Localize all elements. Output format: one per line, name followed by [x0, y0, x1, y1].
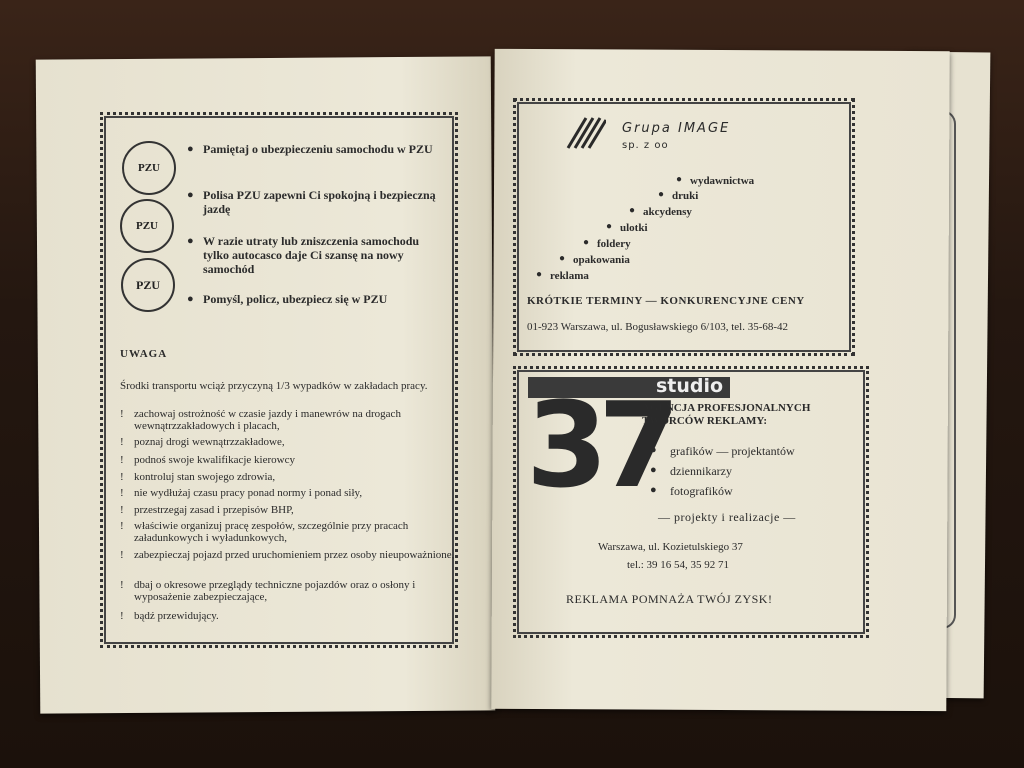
- pzu-logo-2: PZU: [120, 199, 174, 253]
- grupa-address: 01-923 Warszawa, ul. Bogusławskiego 6/103, tel. 35-68-42: [527, 321, 789, 333]
- studio-number-37: 37: [526, 376, 671, 514]
- grupa-image-logo-icon: [566, 116, 606, 150]
- safety-rule: ! przestrzegaj zasad i przepisów BHP,: [120, 504, 456, 516]
- service-item: ● ulotki: [620, 222, 648, 234]
- grupa-image-ad-frame: [513, 98, 855, 356]
- service-item: ● druki: [672, 190, 698, 202]
- studio-label: studio: [656, 375, 724, 397]
- service-item: ● akcydensy: [643, 206, 692, 218]
- service-item: ● reklama: [550, 270, 589, 282]
- grupa-image-subtitle: sp. z oo: [622, 140, 669, 151]
- agency-item: ● fotografików: [670, 484, 733, 499]
- studio-phone: tel.: 39 16 54, 35 92 71: [627, 559, 730, 571]
- safety-rule: ! podnoś swoje kwalifikacje kierowcy: [120, 454, 456, 466]
- projects-line: — projekty i realizacje —: [658, 510, 796, 524]
- safety-rule: ! bądź przewidujący.: [120, 610, 456, 622]
- safety-rule: ! kontroluj stan swojego zdrowia,: [120, 471, 456, 483]
- pzu-bullet-3: ● W razie utraty lub zniszczenia samochodu tylko autocasco daje Ci szansę na nowy samochód: [203, 234, 448, 276]
- safety-rule: ! właściwie organizuj pracę zespołów, szczególnie przy pracach załadunkowych i wyładunkowych,: [120, 520, 456, 544]
- service-item: ● wydawnictwa: [690, 175, 754, 187]
- agency-item: ● dziennikarzy: [670, 464, 732, 479]
- agency-heading: AGENCJA PROFESJONALNYCH TWÓRCÓW REKLAMY:: [642, 402, 811, 427]
- pzu-bullet-4: ● Pomyśl, policz, ubezpiecz się w PZU: [203, 292, 448, 306]
- safety-rule: ! nie wydłużaj czasu pracy ponad normy i ponad siły,: [120, 487, 456, 499]
- safety-rule: ! zabezpieczaj pojazd przed uruchomieniem przez osoby nieupoważnione,: [120, 549, 456, 561]
- pzu-logo-1: PZU: [122, 141, 176, 195]
- studio-slogan: REKLAMA POMNAŻA TWÓJ ZYSK!: [566, 592, 773, 606]
- service-item: ● foldery: [597, 238, 631, 250]
- agency-item: ● grafików — projektantów: [670, 444, 795, 459]
- service-item: ● opakowania: [573, 254, 630, 266]
- pzu-bullet-2: ● Polisa PZU zapewni Ci spokojną i bezpieczną jazdę: [203, 188, 448, 216]
- grupa-image-name: Grupa IMAGE: [622, 121, 731, 136]
- uwaga-intro: Środki transportu wciąż przyczyną 1/3 wypadków w zakładach pracy.: [120, 380, 428, 392]
- uwaga-heading: UWAGA: [120, 348, 168, 360]
- pzu-bullet-1: ● Pamiętaj o ubezpieczeniu samochodu w PZU: [203, 142, 448, 156]
- pzu-logo-3: PZU: [121, 258, 175, 312]
- safety-rule: ! zachowaj ostrożność w czasie jazdy i manewrów na drogach wewnątrzzakładowych i placach,: [120, 408, 456, 432]
- safety-rule: ! dbaj o okresowe przeglądy techniczne pojazdów oraz o osłony i wyposażenie zabezpieczające,: [120, 579, 456, 603]
- safety-rule: ! poznaj drogi wewnątrzzakładowe,: [120, 436, 456, 448]
- studio-address: Warszawa, ul. Kozietulskiego 37: [598, 541, 743, 553]
- terms-line: KRÓTKIE TERMINY — KONKURENCYJNE CENY: [527, 295, 805, 307]
